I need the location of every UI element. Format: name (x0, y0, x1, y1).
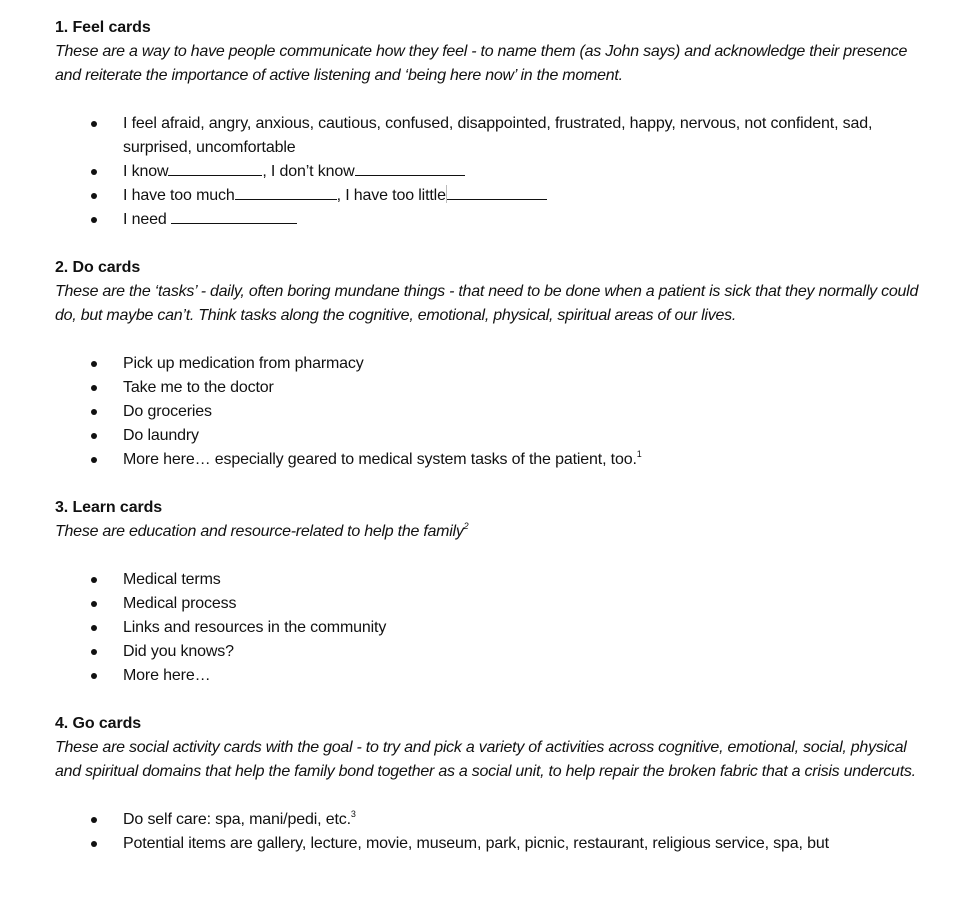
list-item (55, 664, 935, 688)
bullet-icon (91, 649, 97, 655)
list-item-text: More here… especially geared to medical system tasks of the patient, too. (123, 451, 637, 468)
bullet-list (55, 568, 935, 688)
footnote-ref[interactable]: 1 (636, 449, 642, 459)
list-item-text: Do laundry (123, 427, 199, 444)
bullet-icon (91, 601, 97, 607)
section-description: These are social activity cards with the goal - to try and pick a variety of activities across cognitive, emotional, social, physical and spiritual domains that help the family bond together as a social unit, to help repair the broken fabric that a crisis undercuts. (55, 739, 916, 780)
list-item (55, 808, 935, 832)
list-item (55, 832, 935, 856)
list-item-text: Medical terms (123, 571, 221, 588)
list-item (55, 424, 935, 448)
bullet-icon (91, 817, 97, 823)
bullet-icon (91, 457, 97, 463)
list-item-text: , I have too little (336, 187, 446, 204)
list-item (55, 568, 935, 592)
bullet-icon (91, 361, 97, 367)
bullet-icon (91, 193, 97, 199)
list-item (55, 376, 935, 400)
list-item-text: Potential items are gallery, lecture, movie, museum, park, picnic, restaurant, religious service, spa, but (123, 835, 829, 852)
list-item (55, 592, 935, 616)
list-item (55, 400, 935, 424)
section-heading: 4. Go cards (55, 715, 142, 732)
blank-fill-line (171, 208, 297, 224)
list-item-text: Did you knows? (123, 643, 234, 660)
description-text: These are education and resource-related to help the family (55, 523, 464, 540)
list-item (55, 208, 935, 232)
blank-fill-line (447, 184, 547, 200)
list-item (55, 184, 935, 208)
bullet-list (55, 808, 935, 856)
list-item (55, 448, 935, 472)
bullet-icon (91, 217, 97, 223)
section-do-cards (55, 256, 935, 472)
document-page (55, 16, 935, 856)
list-item-text: , I don’t know (262, 163, 355, 180)
list-item (55, 352, 935, 376)
list-item-text: Take me to the doctor (123, 379, 274, 396)
footnote-ref[interactable]: 3 (350, 809, 356, 819)
list-item (55, 112, 935, 160)
blank-fill-line (168, 160, 262, 176)
bullet-icon (91, 625, 97, 631)
list-item (55, 160, 935, 184)
section-description: These are a way to have people communicate how they feel - to name them (as John says) and acknowledge their presence and reiterate the importance of active listening and ‘being here now’ in the moment. (55, 43, 908, 84)
section-description (55, 520, 935, 544)
list-item-text: I have too much (123, 187, 235, 204)
bullet-icon (91, 409, 97, 415)
section-description: These are the ‘tasks’ - daily, often boring mundane things - that need to be done when a patient is sick that they normally could do, but maybe can’t. Think tasks along the cognitive, emotional, physical, spiritual areas of our lives. (55, 283, 919, 324)
section-heading: 1. Feel cards (55, 19, 151, 36)
bullet-icon (91, 841, 97, 847)
blank-fill-line (355, 160, 465, 176)
bullet-icon (91, 433, 97, 439)
bullet-icon (91, 577, 97, 583)
footnote-ref[interactable]: 2 (463, 521, 469, 531)
bullet-icon (91, 385, 97, 391)
list-item (55, 640, 935, 664)
list-item-text: I need (123, 211, 171, 228)
list-item-text: Pick up medication from pharmacy (123, 355, 364, 372)
section-heading: 3. Learn cards (55, 499, 163, 516)
list-item-text: Links and resources in the community (123, 619, 387, 636)
list-item-text: I feel afraid, angry, anxious, cautious, confused, disappointed, frustrated, happy, nervous, not confident, sad, surprised, uncomfortable (123, 115, 873, 156)
list-item (55, 616, 935, 640)
section-feel-cards (55, 16, 935, 232)
bullet-icon (91, 673, 97, 679)
list-item-text: Do groceries (123, 403, 212, 420)
bullet-list (55, 112, 935, 232)
section-learn-cards (55, 496, 935, 688)
list-item-text: More here… (123, 667, 211, 684)
list-item-text: I know (123, 163, 169, 180)
section-go-cards (55, 712, 935, 856)
blank-fill-line (235, 184, 337, 200)
list-item-text: Do self care: spa, mani/pedi, etc. (123, 811, 351, 828)
bullet-list (55, 352, 935, 472)
bullet-icon (91, 121, 97, 127)
bullet-icon (91, 169, 97, 175)
list-item-text: Medical process (123, 595, 237, 612)
section-heading: 2. Do cards (55, 259, 141, 276)
